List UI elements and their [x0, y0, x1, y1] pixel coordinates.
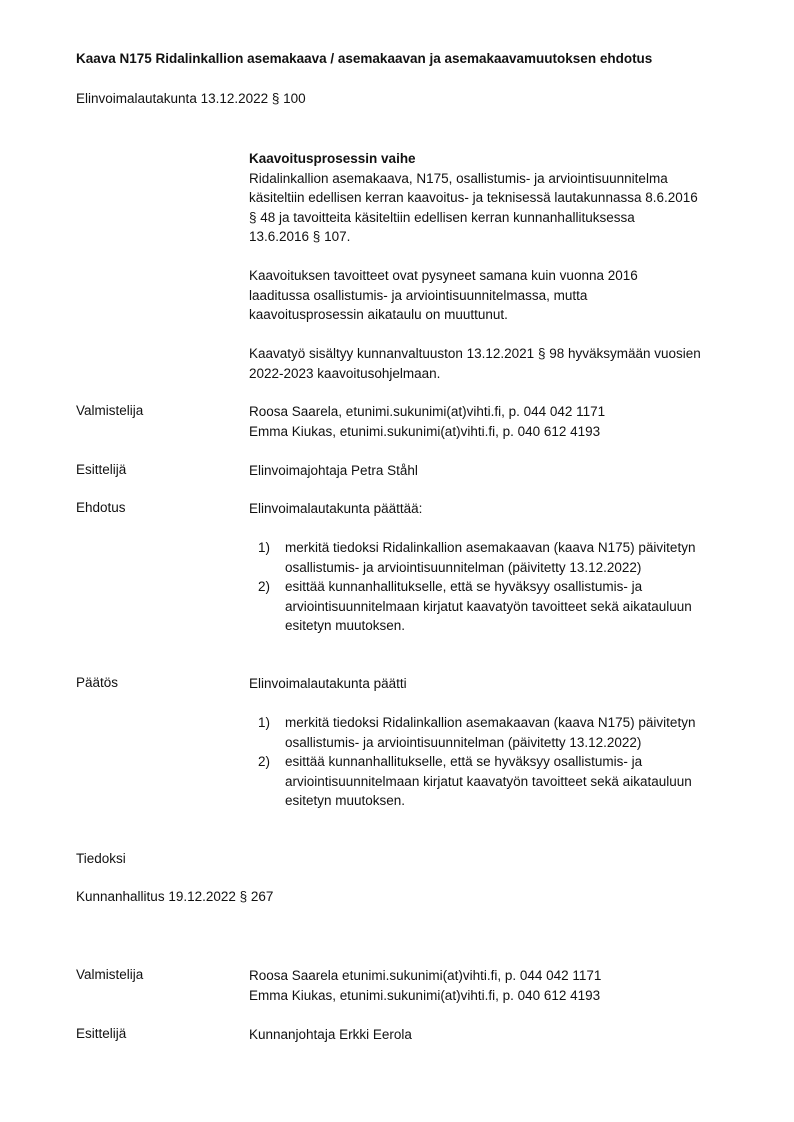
esittelija-label: Esittelijä: [76, 462, 127, 477]
list-item-text: esittää kunnanhallitukselle, että se hyväksyy osallistumis- ja arviointisuunnitelmaan kirjatut kaavatyön tavoitteet sekä aikatauluun esitetyn muutoksen.: [285, 754, 692, 808]
tiedoksi-label: Tiedoksi: [76, 851, 126, 866]
document-title: Kaava N175 Ridalinkallion asemakaava / asemakaavan ja asemakaavamuutoksen ehdotus: [76, 51, 653, 66]
valmistelija-contacts: [249, 966, 749, 1005]
list-item: [249, 752, 749, 811]
valmistelija-label: Valmistelija: [76, 403, 144, 418]
paatos-list: [249, 713, 749, 811]
contact-line: Roosa Saarela, etunimi.sukunimi(at)vihti.fi, p. 044 042 1171: [249, 404, 606, 419]
paatos-section: [249, 674, 749, 811]
meeting-heading-elinvoimalautakunta: Elinvoimalautakunta 13.12.2022 § 100: [76, 91, 306, 106]
list-item-text: merkitä tiedoksi Ridalinkallion asemakaavan (kaava N175) päivitetyn osallistumis- ja arviointisuunnitelman (päivitetty 13.12.2022): [285, 540, 696, 575]
ehdotus-section: [249, 499, 749, 636]
valmistelija-contacts: [249, 402, 749, 441]
process-section: [249, 149, 749, 383]
meeting-heading-kunnanhallitus: Kunnanhallitus 19.12.2022 § 267: [76, 889, 274, 904]
valmistelija-label: Valmistelija: [76, 967, 144, 982]
process-text-line: § 48 ja tavoitteita käsiteltiin edellisen kerran kunnanhallituksessa: [249, 209, 635, 225]
process-text-line: Kaavatyö sisältyy kunnanvaltuuston 13.12.2021 § 98 hyväksymään vuosien: [249, 346, 701, 361]
esittelija-value: [249, 1025, 749, 1045]
list-item-number: 1): [258, 715, 271, 730]
list-item-number: 2): [258, 754, 271, 769]
contact-line: Emma Kiukas, etunimi.sukunimi(at)vihti.fi, p. 040 612 4193: [249, 987, 601, 1003]
list-item: [249, 577, 749, 636]
esittelija-name: Elinvoimajohtaja Petra Ståhl: [249, 463, 418, 478]
esittelija-name: Kunnanjohtaja Erkki Eerola: [249, 1027, 412, 1042]
process-heading: Kaavoitusprosessin vaihe: [249, 151, 416, 166]
list-item: [249, 538, 749, 577]
esittelija-label: Esittelijä: [76, 1026, 127, 1041]
ehdotus-label: Ehdotus: [76, 500, 126, 515]
process-text-line: käsiteltiin edellisen kerran kaavoitus- ja teknisessä lautakunnassa 8.6.2016: [249, 190, 698, 205]
process-text-line: Kaavoituksen tavoitteet ovat pysyneet samana kuin vuonna 2016: [249, 268, 638, 283]
process-text-line: Ridalinkallion asemakaava, N175, osallistumis- ja arviointisuunnitelma: [249, 170, 668, 186]
ehdotus-list: [249, 538, 749, 636]
list-item-number: 2): [258, 579, 271, 594]
contact-line: Emma Kiukas, etunimi.sukunimi(at)vihti.fi, p. 040 612 4193: [249, 423, 601, 439]
paatos-intro: Elinvoimalautakunta päätti: [249, 676, 407, 691]
ehdotus-intro: Elinvoimalautakunta päättää:: [249, 501, 423, 516]
paatos-label: Päätös: [76, 675, 119, 690]
process-text-line: laaditussa osallistumis- ja arviointisuunnitelmassa, mutta: [249, 287, 588, 303]
list-item: [249, 713, 749, 752]
process-text-line: 2022-2023 kaavoitusohjelmaan.: [249, 365, 441, 381]
list-item-number: 1): [258, 540, 271, 555]
list-item-text: merkitä tiedoksi Ridalinkallion asemakaavan (kaava N175) päivitetyn osallistumis- ja arviointisuunnitelman (päivitetty 13.12.2022): [285, 715, 696, 750]
process-text-line: 13.6.2016 § 107.: [249, 229, 351, 244]
process-text-line: kaavoitusprosessin aikataulu on muuttunut.: [249, 307, 508, 322]
contact-line: Roosa Saarela etunimi.sukunimi(at)vihti.fi, p. 044 042 1171: [249, 968, 602, 983]
list-item-text: esittää kunnanhallitukselle, että se hyväksyy osallistumis- ja arviointisuunnitelmaan kirjatut kaavatyön tavoitteet sekä aikatauluun esitetyn muutoksen.: [285, 579, 692, 633]
esittelija-value: [249, 461, 749, 481]
